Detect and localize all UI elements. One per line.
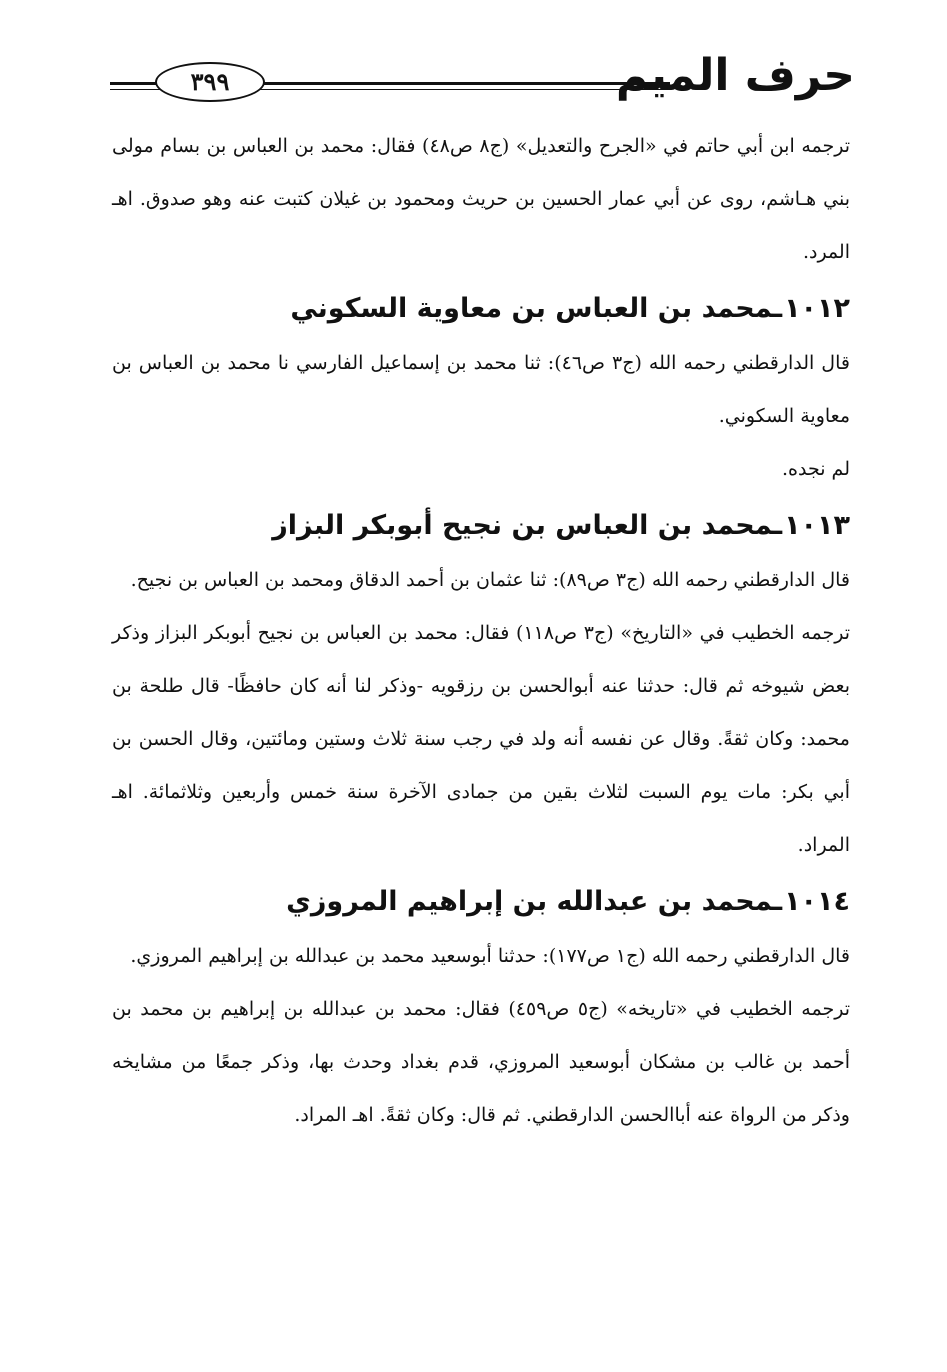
entry-paragraph: قال الدارقطني رحمه الله (ج٣ ص٤٦): ثنا محمد بن إسماعيل الفارسي نا محمد بن العباس بن معاوية السكوني. [112, 352, 850, 427]
entry-paragraph: لم نجده. [782, 458, 850, 480]
intro-paragraph: ترجمه ابن أبي حاتم في «الجرح والتعديل» (ج٨ ص٤٨) فقال: محمد بن العباس بن بسام مولى بني هـاشم، روى عن أبي عمار الحسين بن حريث ومحمود بن غيلان كتبت عنه وهو صدوق. اهـ المرد. [112, 135, 851, 263]
entry-heading-1014 [112, 876, 850, 928]
page-number: ٣٩٩ [190, 67, 230, 96]
entry-dash: ـ [772, 510, 783, 541]
entry-heading-1012 [112, 283, 850, 335]
entry-paragraph: ترجمه الخطيب في «تاريخه» (ج٥ ص٤٥٩) فقال: محمد بن عبدالله بن إبراهيم بن محمد بن أحمد بن غالب بن مشكان أبوسعيد المروزي، قدم بغداد وحدث بها، وذكر جمعًا من مشايخه وذكر من الرواة عنه أباالحسن الدارقطني. ثم قال: وكان ثقةً. اهـ المراد. [112, 998, 850, 1126]
entry-number: ١٠١٣ [784, 510, 850, 541]
entry-paragraph: قال الدارقطني رحمه الله (ج٣ ص٨٩): ثنا عثمان بن أحمد الدقاق ومحمد بن العباس بن نجيح. [130, 569, 850, 591]
entry-paragraph: قال الدارقطني رحمه الله (ج١ ص١٧٧): حدثنا أبوسعيد محمد بن عبدالله بن إبراهيم المروزي. [130, 945, 850, 967]
entry-dash: ـ [772, 293, 783, 324]
chapter-title: حرف الميم [615, 50, 855, 101]
page-body [112, 120, 850, 1142]
entry-paragraph: ترجمه الخطيب في «التاريخ» (ج٣ ص١١٨) فقال: محمد بن العباس بن نجيح أبوبكر البزاز وذكر بعض شيوخه ثم قال: حدثنا عنه أبوالحسن بن رزقويه -وذكر لنا أنه كان حافظًا- قال طلحة بن محمد: وكان ثقةً. وقال عن نفسه أنه ولد في رجب سنة ثلاث وستين ومائتين، وقال الحسن بن أبي بكر: مات يوم السبت لثلاث بقين من جمادى الآخرة سنة خمس وأربعين وثلاثمائة. اهـ المراد. [112, 622, 850, 856]
page-number-oval [155, 62, 265, 102]
entry-name: محمد بن العباس بن معاوية السكوني [290, 293, 773, 324]
entry-number: ١٠١٢ [784, 293, 850, 324]
entry-number: ١٠١٤ [784, 886, 850, 917]
entry-name: محمد بن العباس بن نجيح أبوبكر البزاز [272, 510, 773, 541]
entry-heading-1013 [112, 500, 850, 552]
entry-name: محمد بن عبدالله بن إبراهيم المروزي [286, 886, 773, 917]
entry-dash: ـ [772, 886, 783, 917]
page-header [110, 48, 855, 108]
